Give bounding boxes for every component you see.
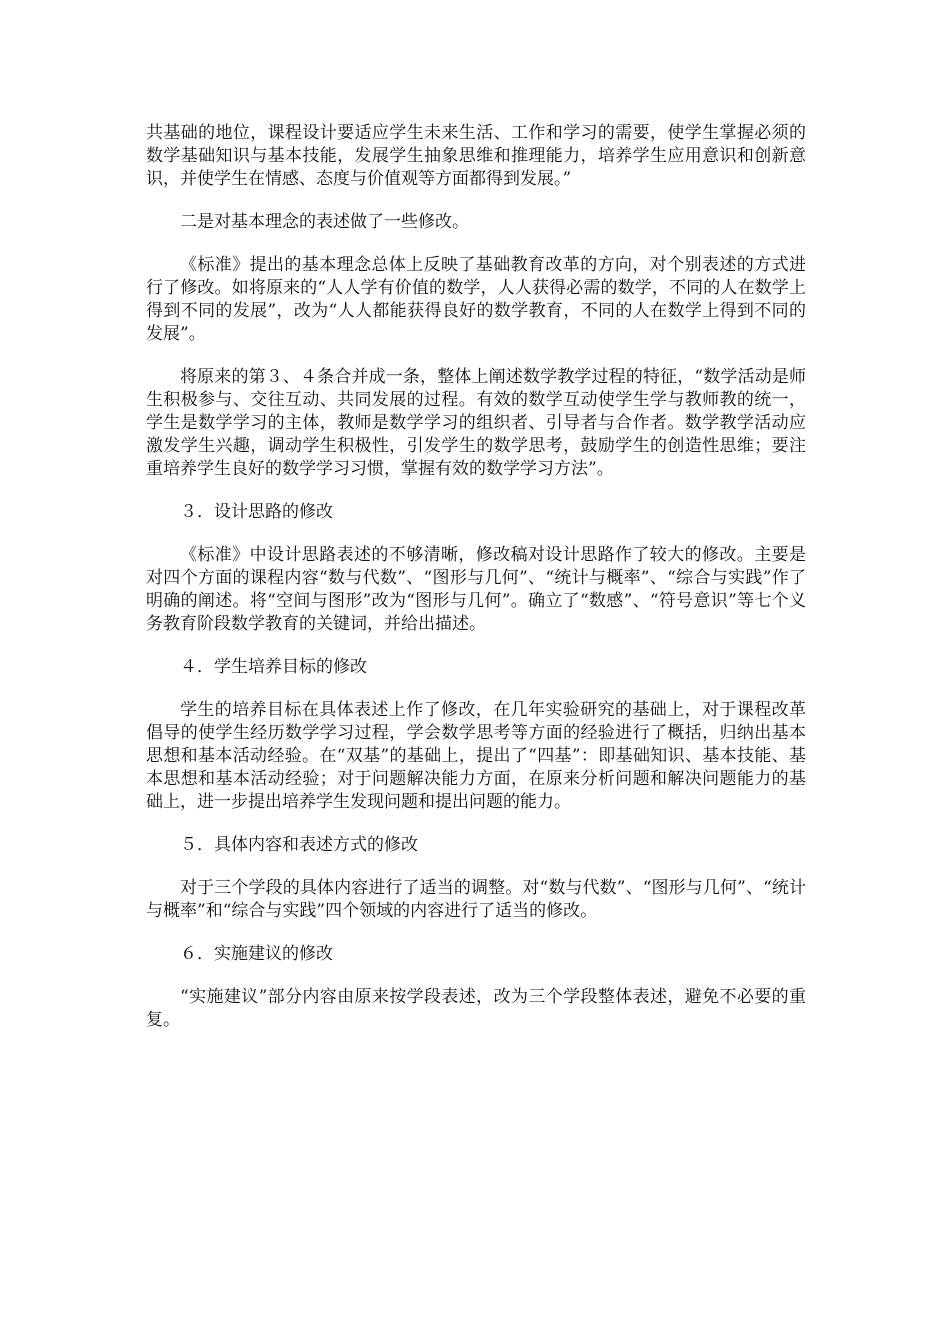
section-heading-design: ３．设计思路的修改 [180, 502, 333, 522]
paragraph-content: 对于三个学段的具体内容进行了适当的调整。对“数与代数”、“图形与几何”、“统计与概率”和“综合与实践”四个领域的内容进行了适当的修改。 [146, 878, 806, 921]
section-note-basic-ideas: 二是对基本理念的表述做了一些修改。 [180, 212, 469, 232]
paragraph-design: 《标准》中设计思路表述的不够清晰，修改稿对设计思路作了较大的修改。主要是对四个方面的课程内容“数与代数”、“图形与几何”、“统计与概率”、“综合与实践”作了明确的阐述。将“空间与图形”改为“图形与几何”。确立了“数感”、“符号意识”等七个义务教育阶段数学教育的关键词，并给出描述。 [146, 545, 806, 634]
section-heading-content: ５．具体内容和表述方式的修改 [180, 835, 418, 855]
document-body [146, 122, 806, 1052]
paragraph-implementation: “实施建议”部分内容由原来按学段表述，改为三个学段整体表述，避免不必要的重复。 [146, 987, 806, 1030]
section-heading-implementation: ６．实施建议的修改 [180, 944, 333, 964]
paragraph-goals: 学生的培养目标在具体表述上作了修改，在几年实验研究的基础上，对于课程改革倡导的使学生经历数学学习过程，学会数学思考等方面的经验进行了概括，归纳出基本思想和基本活动经验。在“双基”的基础上，提出了“四基”：即基础知识、基本技能、基本思想和基本活动经验；对于问题解决能力方面，在原来分析问题和解决问题能力的基础上，进一步提出培养学生发现问题和提出问题的能力。 [146, 700, 806, 812]
paragraph-teaching-process: 将原来的第３、４条合并成一条，整体上阐述数学教学过程的特征，“数学活动是师生积极参与、交往互动、共同发展的过程。有效的数学互动使学生学与教师教的统一，学生是数学学习的主体，教师是数学学习的组织者、引导者与合作者。数学教学活动应激发学生兴趣，调动学生积极性，引发学生的数学思考，鼓励学生的创造性思维；要注重培养学生良好的数学学习习惯，掌握有效的数学学习方法”。 [146, 367, 806, 479]
section-heading-goals: ４．学生培养目标的修改 [180, 657, 367, 677]
paragraph-continuation: 共基础的地位，课程设计要适应学生未来生活、工作和学习的需要，使学生掌握必须的数学基础知识与基本技能，发展学生抽象思维和推理能力，培养学生应用意识和创新意识，并使学生在情感、态度与价值观等方面都得到发展。” [146, 123, 806, 189]
paragraph-basic-ideas: 《标准》提出的基本理念总体上反映了基础教育改革的方向，对个别表述的方式进行了修改。如将原来的“人人学有价值的数学，人人获得必需的数学，不同的人在数学上得到不同的发展”，改为“人人都能获得良好的数学教育，不同的人在数学上得到不同的发展”。 [146, 255, 806, 344]
